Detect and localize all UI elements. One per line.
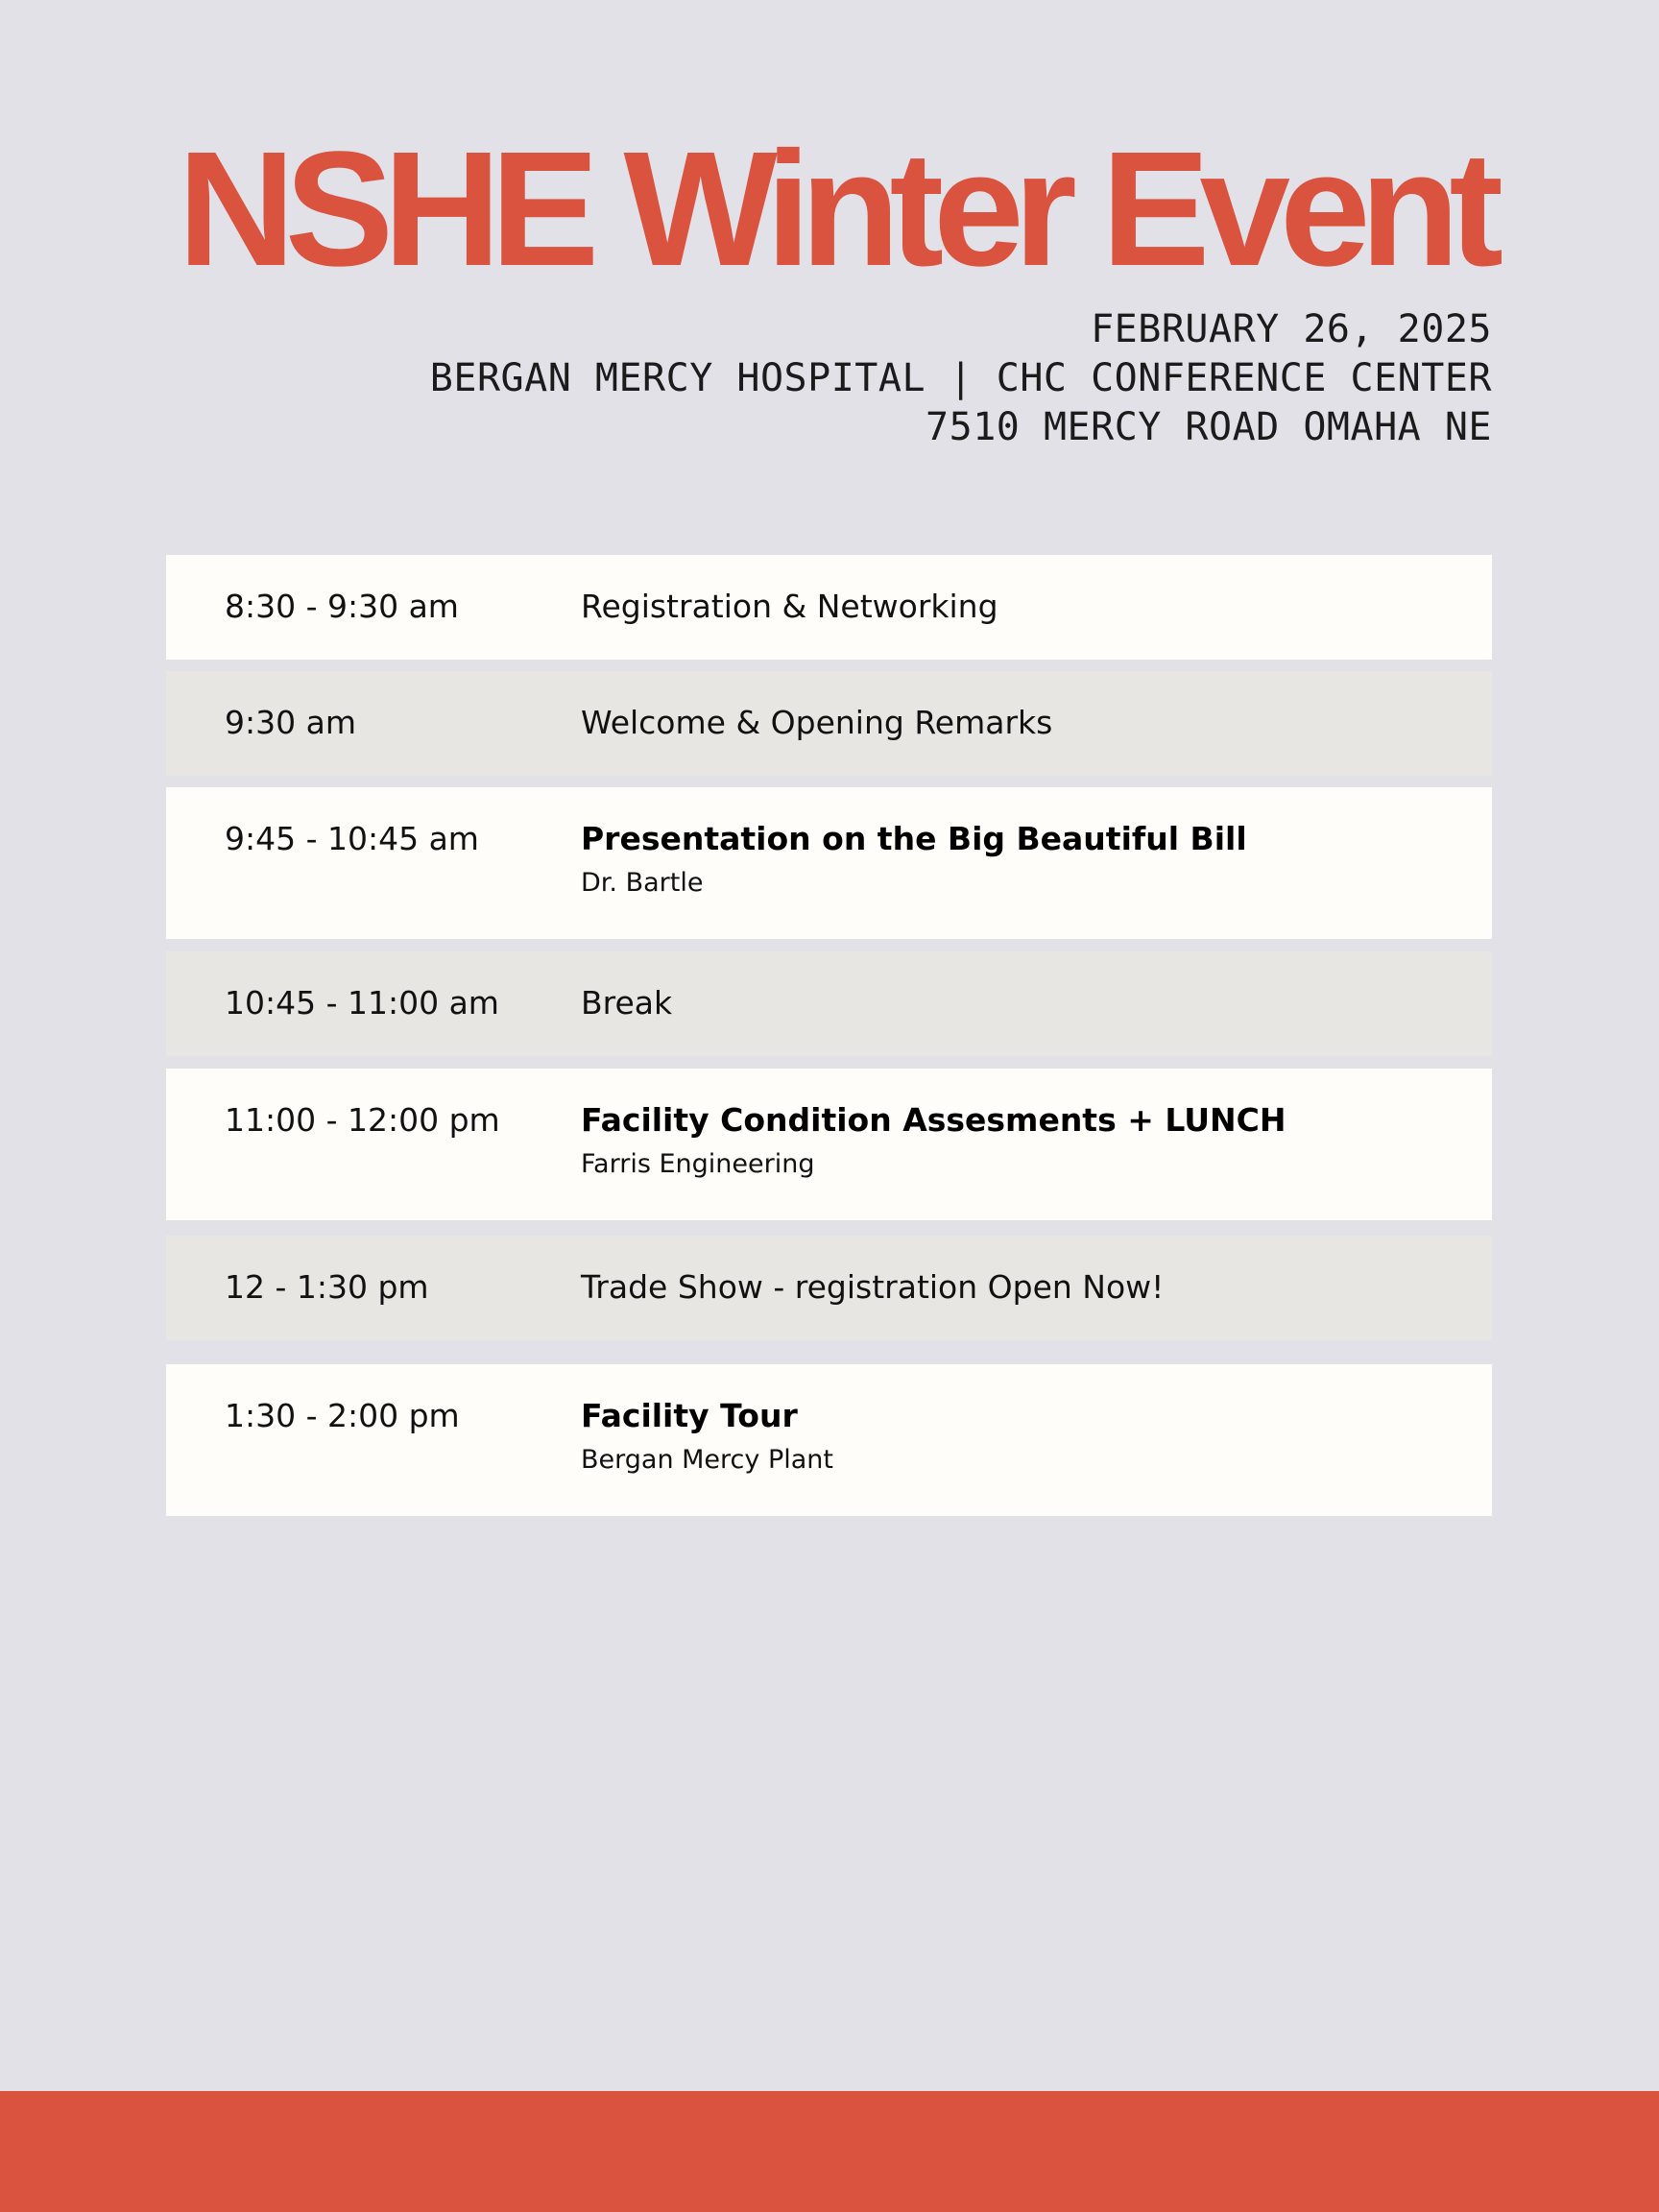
row-speaker: Dr. Bartle: [581, 868, 704, 898]
event-address: 7510 MERCY ROAD OMAHA NE: [926, 405, 1492, 449]
row-time: 1:30 - 2:00 pm: [225, 1397, 460, 1434]
row-speaker: Farris Engineering: [581, 1149, 815, 1179]
event-details: [288, 305, 1492, 452]
row-title: Facility Tour: [581, 1397, 798, 1434]
row-location: Bergan Mercy Plant: [581, 1445, 833, 1475]
event-venue: BERGAN MERCY HOSPITAL | CHC CONFERENCE CENTER: [429, 356, 1492, 400]
row-title: Trade Show - registration Open Now!: [581, 1268, 1165, 1306]
row-title: Break: [581, 984, 673, 1022]
footer-band: [0, 2091, 1659, 2212]
event-date: FEBRUARY 26, 2025: [1091, 307, 1492, 351]
row-time: 11:00 - 12:00 pm: [225, 1101, 500, 1139]
row-title: Presentation on the Big Beautiful Bill: [581, 820, 1247, 857]
schedule-row-trade-show: [166, 1236, 1492, 1340]
row-time: 12 - 1:30 pm: [225, 1268, 429, 1306]
schedule-row-facility-assessments: [166, 1069, 1492, 1220]
schedule-row-facility-tour: [166, 1364, 1492, 1516]
row-time: 9:45 - 10:45 am: [225, 820, 479, 857]
event-title: NSHE Winter Event: [177, 118, 1493, 301]
row-title: Facility Condition Assesments + LUNCH: [581, 1101, 1286, 1139]
row-title: Registration & Networking: [581, 588, 998, 625]
schedule-row-registration: [166, 555, 1492, 660]
schedule-row-welcome: [166, 671, 1492, 776]
schedule-row-break: [166, 951, 1492, 1056]
row-time: 8:30 - 9:30 am: [225, 588, 459, 625]
row-time: 9:30 am: [225, 704, 356, 741]
row-title: Welcome & Opening Remarks: [581, 704, 1053, 741]
schedule-row-presentation: [166, 787, 1492, 939]
row-time: 10:45 - 11:00 am: [225, 984, 499, 1022]
